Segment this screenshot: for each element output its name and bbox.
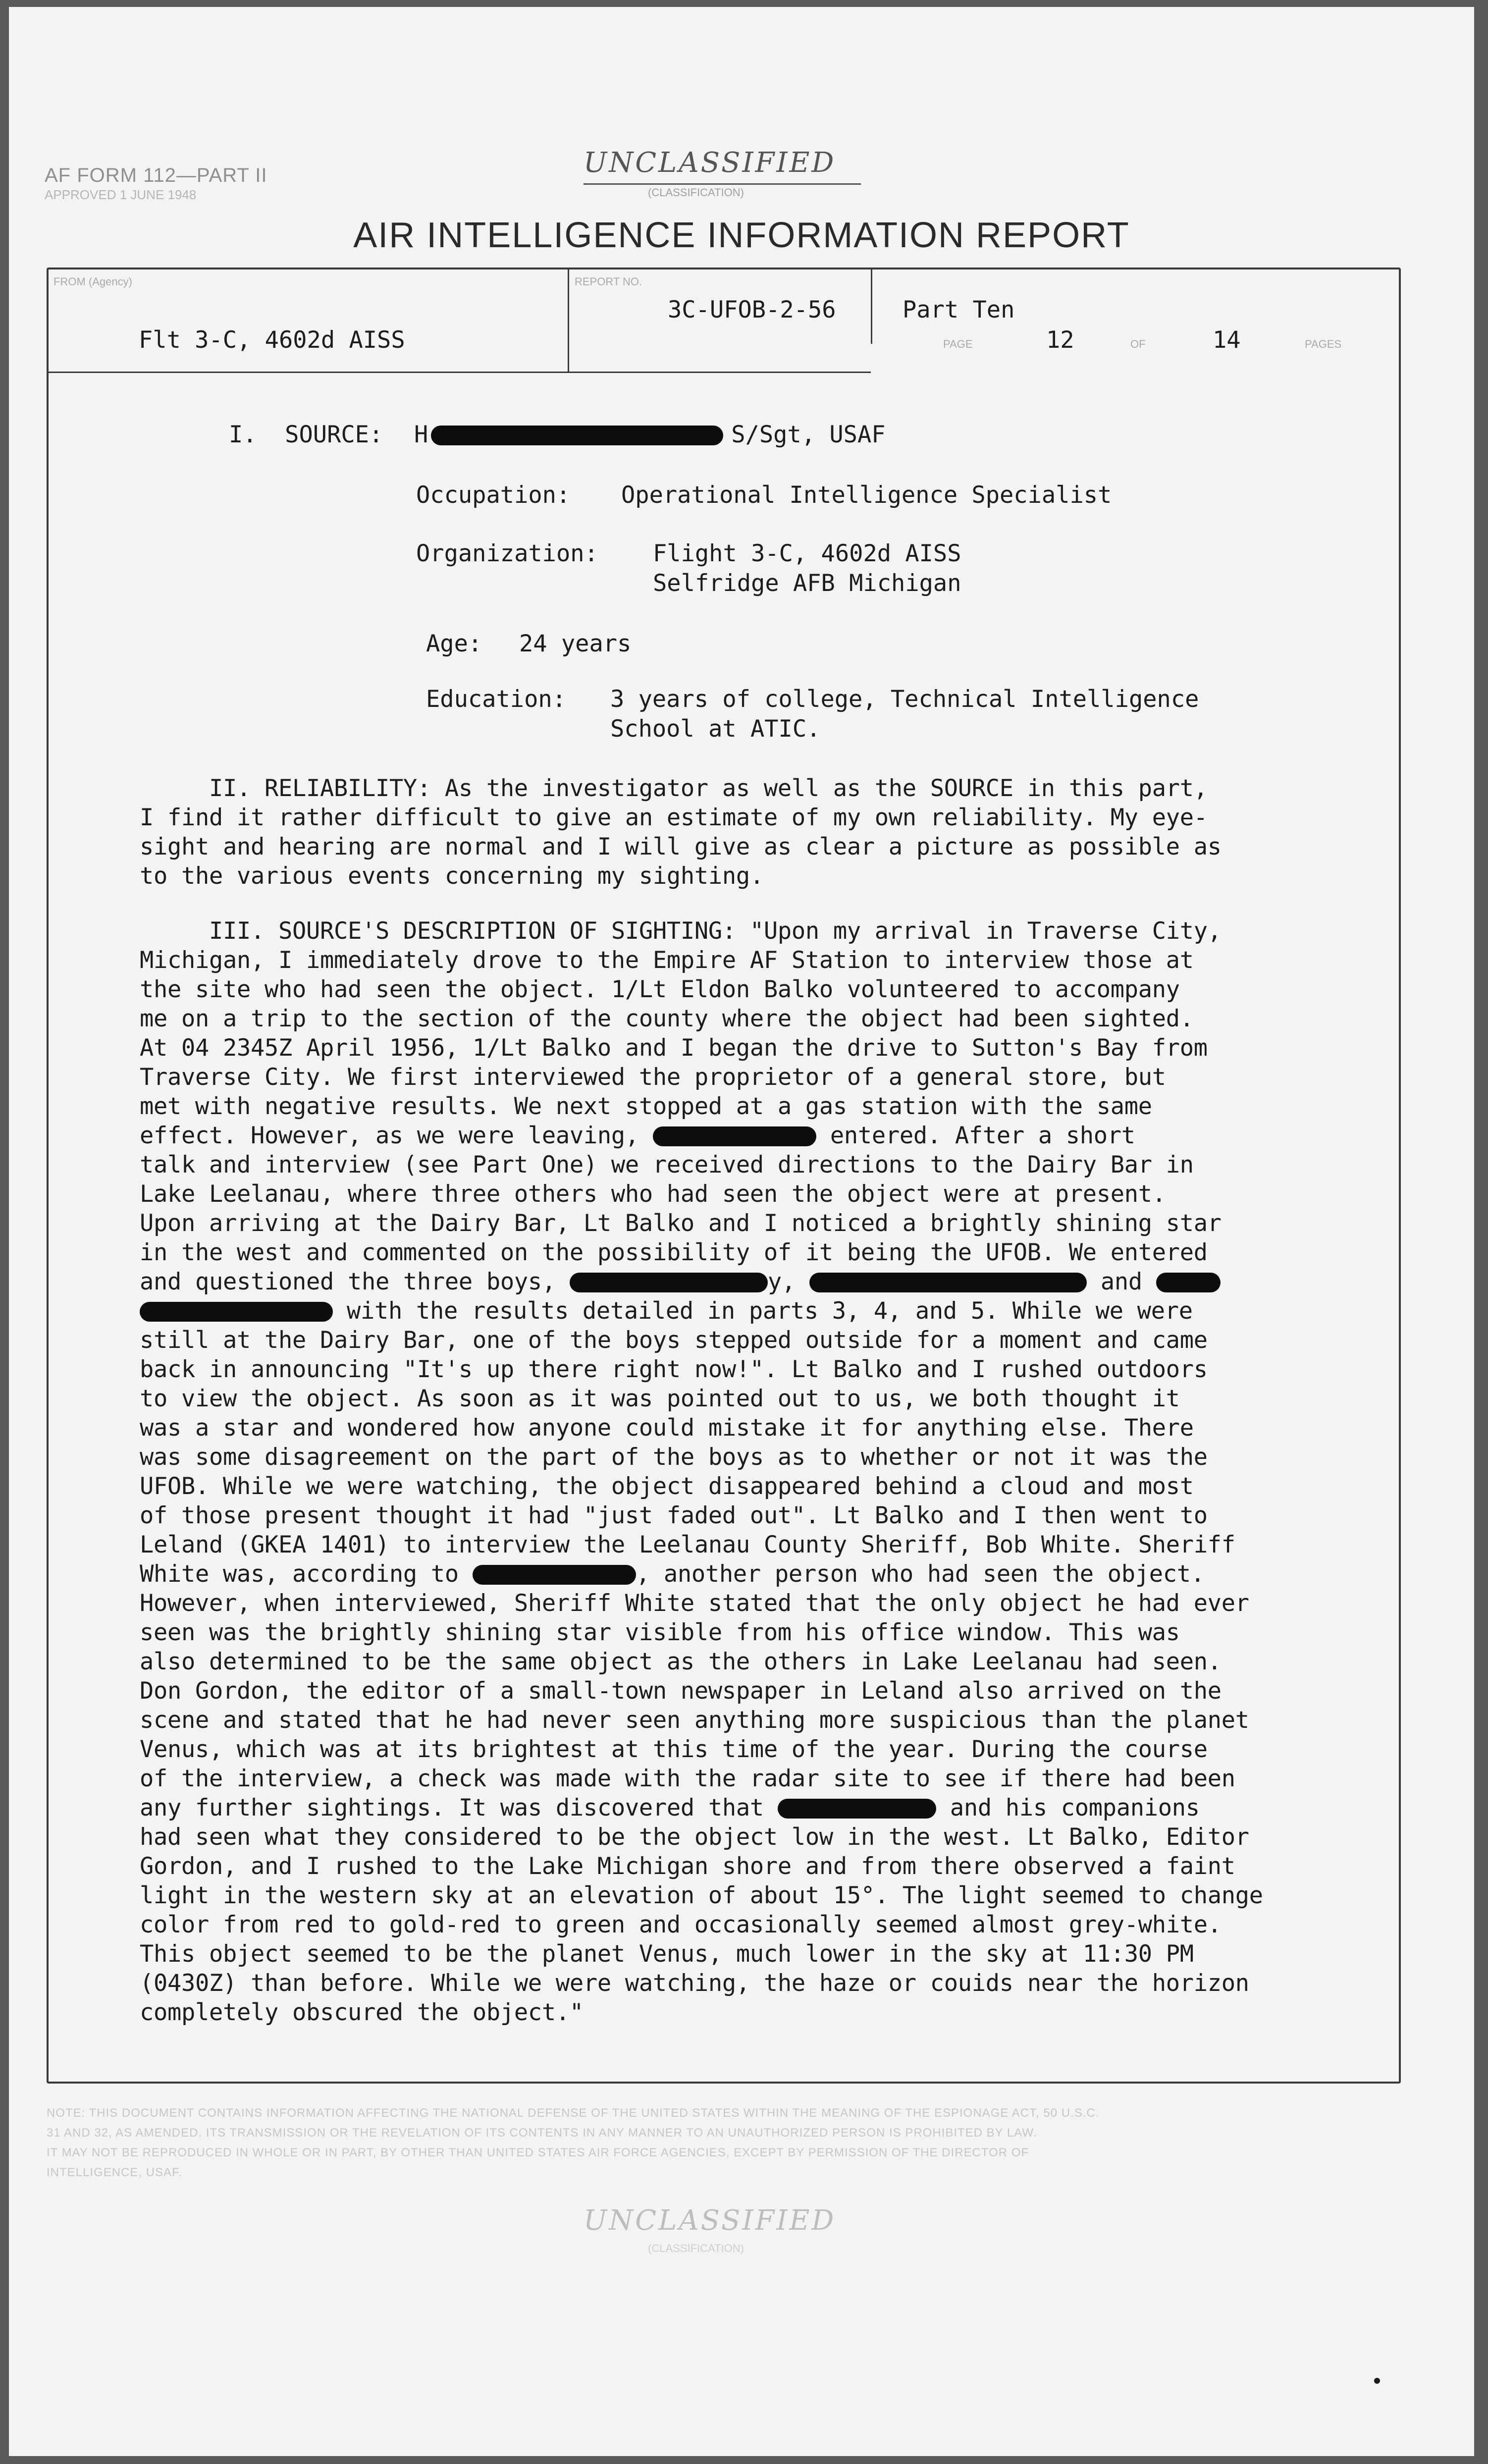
description-line: UFOB. While we were watching, the object disappeared behind a cloud and most	[140, 1473, 1194, 1500]
redaction-mark	[431, 426, 723, 445]
from-label: FROM (Agency)	[53, 275, 132, 288]
part-value: Part Ten	[903, 296, 1015, 323]
source-name-initial: H	[414, 421, 428, 448]
description-line: also determined to be the same object as the others in Lake Leelanau had seen.	[140, 1648, 1222, 1675]
redaction-mark	[473, 1565, 636, 1585]
white-text-pre: White was, according to	[140, 1560, 473, 1588]
reliability-line: II. RELIABILITY: As the investigator as well as the SOURCE in this part,	[140, 775, 1208, 802]
description-line: Traverse City. We first interviewed the proprietor of a general store, but	[140, 1064, 1166, 1091]
security-notice-line: 31 AND 32, AS AMENDED. ITS TRANSMISSION OR THE REVELATION OF ITS CONTENTS IN ANY MANNER TO AN UNAUTHORIZED PERSON IS PROHIBITED BY LAW.	[47, 2126, 1037, 2140]
report-no-label: REPORT NO.	[575, 275, 642, 288]
report-title: AIR INTELLIGENCE INFORMATION REPORT	[353, 215, 1130, 255]
description-line: Lake Leelanau, where three others who had seen the object were at present.	[140, 1180, 1166, 1208]
redaction-mark	[140, 1302, 333, 1322]
redaction-mark	[809, 1273, 1087, 1292]
description-line-boys	[140, 1267, 1221, 1296]
description-line: light in the western sky at an elevation of about 15°. The light seemed to change	[140, 1882, 1263, 1909]
description-line: was some disagreement on the part of the boys as to whether or not it was the	[140, 1444, 1208, 1471]
boys-text-mid: y,	[767, 1268, 809, 1295]
description-line: back in announcing "It's up there right now!". Lt Balko and I rushed outdoors	[140, 1356, 1208, 1383]
description-line: talk and interview (see Part One) we received directions to the Dairy Bar in	[140, 1151, 1194, 1178]
description-line: color from red to gold-red to green and occasionally seemed almost grey-white.	[140, 1911, 1222, 1938]
classification-underline	[584, 183, 861, 185]
description-line: However, when interviewed, Sheriff White stated that the only object he had ever	[140, 1590, 1249, 1617]
redaction-mark	[778, 1799, 936, 1819]
description-line: completely obscured the object."	[140, 1999, 584, 2026]
of-value: 14	[1213, 326, 1241, 354]
reliability-line: I find it rather difficult to give an estimate of my own reliability. My eye-	[140, 804, 1208, 831]
occupation-label: Occupation:	[416, 482, 571, 509]
sightings-text-post: and his companions	[936, 1794, 1200, 1821]
header-divider-vertical-1	[568, 269, 569, 373]
source-name	[414, 421, 886, 448]
description-line-white	[140, 1559, 1205, 1589]
source-rank: S/Sgt, USAF	[731, 421, 886, 448]
education-label: Education:	[426, 686, 566, 713]
description-line: Michigan, I immediately drove to the Empire AF Station to interview those at	[140, 947, 1194, 974]
description-line: scene and stated that he had never seen anything more suspicious than the planet	[140, 1707, 1249, 1734]
organization-label: Organization:	[416, 540, 598, 567]
description-line: met with negative results. We next stopped at a gas station with the same	[140, 1093, 1152, 1120]
description-line: of the interview, a check was made with the radar site to see if there had been	[140, 1765, 1235, 1792]
description-line-results	[140, 1296, 1193, 1326]
redaction-mark	[653, 1126, 816, 1146]
header-divider	[49, 372, 871, 373]
age-label: Age:	[426, 630, 482, 657]
results-text: with the results detailed in parts 3, 4, and 5. While we were	[333, 1297, 1193, 1325]
description-line: seen was the brightly shining star visible from his office window. This was	[140, 1619, 1180, 1646]
page-label: PAGE	[943, 338, 973, 350]
description-line: Venus, which was at its brightest at this time of the year. During the course	[140, 1736, 1208, 1763]
reliability-line: sight and hearing are normal and I will give as clear a picture as possible as	[140, 833, 1222, 860]
description-line: Upon arriving at the Dairy Bar, Lt Balko and I noticed a brightly shining star	[140, 1210, 1222, 1237]
age-value: 24 years	[519, 630, 632, 657]
scan-speck	[1374, 2378, 1380, 2384]
description-line: At 04 2345Z April 1956, 1/Lt Balko and I began the drive to Sutton's Bay from	[140, 1034, 1208, 1062]
reliability-line: to the various events concerning my sighting.	[140, 862, 764, 890]
page-value: 12	[1046, 326, 1074, 354]
description-line: to view the object. As soon as it was pointed out to us, we both thought it	[140, 1385, 1180, 1412]
header-divider-vertical-2	[871, 269, 872, 344]
description-line: still at the Dairy Bar, one of the boys stepped outside for a moment and came	[140, 1327, 1208, 1354]
security-notice-line: IT MAY NOT BE REPRODUCED IN WHOLE OR IN PART, BY OTHER THAN UNITED STATES AIR FORCE AGENCIES, EXCEPT BY PERMISSION OF THE DIRECTOR OF	[47, 2146, 1029, 2159]
sightings-text-pre: any further sightings. It was discovered that	[140, 1794, 778, 1821]
classification-caption-bottom: (CLASSIFICATION)	[648, 2242, 744, 2254]
education-line-1: 3 years of college, Technical Intelligence	[610, 686, 1199, 713]
effect-text-pre: effect. However, as we were leaving,	[140, 1122, 653, 1149]
organization-line-2: Selfridge AFB Michigan	[653, 570, 961, 597]
description-line: Gordon, and I rushed to the Lake Michigan shore and from there observed a faint	[140, 1853, 1235, 1880]
redaction-mark	[570, 1273, 768, 1292]
classification-stamp-bottom: UNCLASSIFIED	[584, 2204, 836, 2237]
pages-label: PAGES	[1305, 338, 1342, 350]
classification-stamp-top: UNCLASSIFIED	[584, 147, 836, 179]
from-value: Flt 3-C, 4602d AISS	[139, 326, 405, 354]
description-line: Leland (GKEA 1401) to interview the Leelanau County Sheriff, Bob White. Sheriff	[140, 1531, 1235, 1558]
form-id: AF FORM 112—PART II	[45, 164, 267, 186]
description-line: of those present thought it had "just faded out". Lt Balko and I then went to	[140, 1502, 1208, 1529]
redaction-mark	[1156, 1273, 1221, 1292]
organization-line-1: Flight 3-C, 4602d AISS	[653, 540, 961, 567]
boys-text-and: and	[1086, 1268, 1156, 1295]
description-line: Don Gordon, the editor of a small-town newspaper in Leland also arrived on the	[140, 1677, 1222, 1705]
report-no-value: 3C-UFOB-2-56	[668, 296, 836, 323]
security-notice-line: NOTE: THIS DOCUMENT CONTAINS INFORMATION AFFECTING THE NATIONAL DEFENSE OF THE UNITED STATES WITHIN THE MEANING OF THE ESPIONAGE ACT, 50 U.S.C.	[47, 2106, 1100, 2120]
description-line: the site who had seen the object. 1/Lt Eldon Balko volunteered to accompany	[140, 976, 1180, 1003]
security-notice-line: INTELLIGENCE, USAF.	[47, 2166, 182, 2179]
description-line: This object seemed to be the planet Venus, much lower in the sky at 11:30 PM	[140, 1940, 1194, 1968]
description-line-effect	[140, 1121, 1135, 1150]
document-page	[9, 7, 1474, 2456]
occupation-value: Operational Intelligence Specialist	[621, 482, 1112, 509]
white-text-post: , another person who had seen the object.	[636, 1560, 1205, 1588]
classification-caption-top: (CLASSIFICATION)	[648, 186, 744, 199]
of-label: OF	[1130, 338, 1146, 350]
source-heading: I. SOURCE:	[229, 421, 383, 448]
description-line: was a star and wondered how anyone could mistake it for anything else. There	[140, 1414, 1194, 1442]
form-approval: APPROVED 1 JUNE 1948	[45, 187, 197, 202]
description-line: had seen what they considered to be the object low in the west. Lt Balko, Editor	[140, 1823, 1249, 1851]
description-line: (0430Z) than before. While we were watching, the haze or couids near the horizon	[140, 1970, 1249, 1997]
effect-text-post: entered. After a short	[816, 1122, 1135, 1149]
description-line-sightings	[140, 1793, 1200, 1822]
description-line: III. SOURCE'S DESCRIPTION OF SIGHTING: "Upon my arrival in Traverse City,	[140, 917, 1222, 945]
description-line: me on a trip to the section of the county where the object had been sighted.	[140, 1005, 1194, 1032]
description-line: in the west and commented on the possibility of it being the UFOB. We entered	[140, 1239, 1208, 1266]
security-notice	[47, 2103, 1429, 2183]
education-line-2: School at ATIC.	[610, 715, 821, 743]
boys-text-pre: and questioned the three boys,	[140, 1268, 570, 1295]
